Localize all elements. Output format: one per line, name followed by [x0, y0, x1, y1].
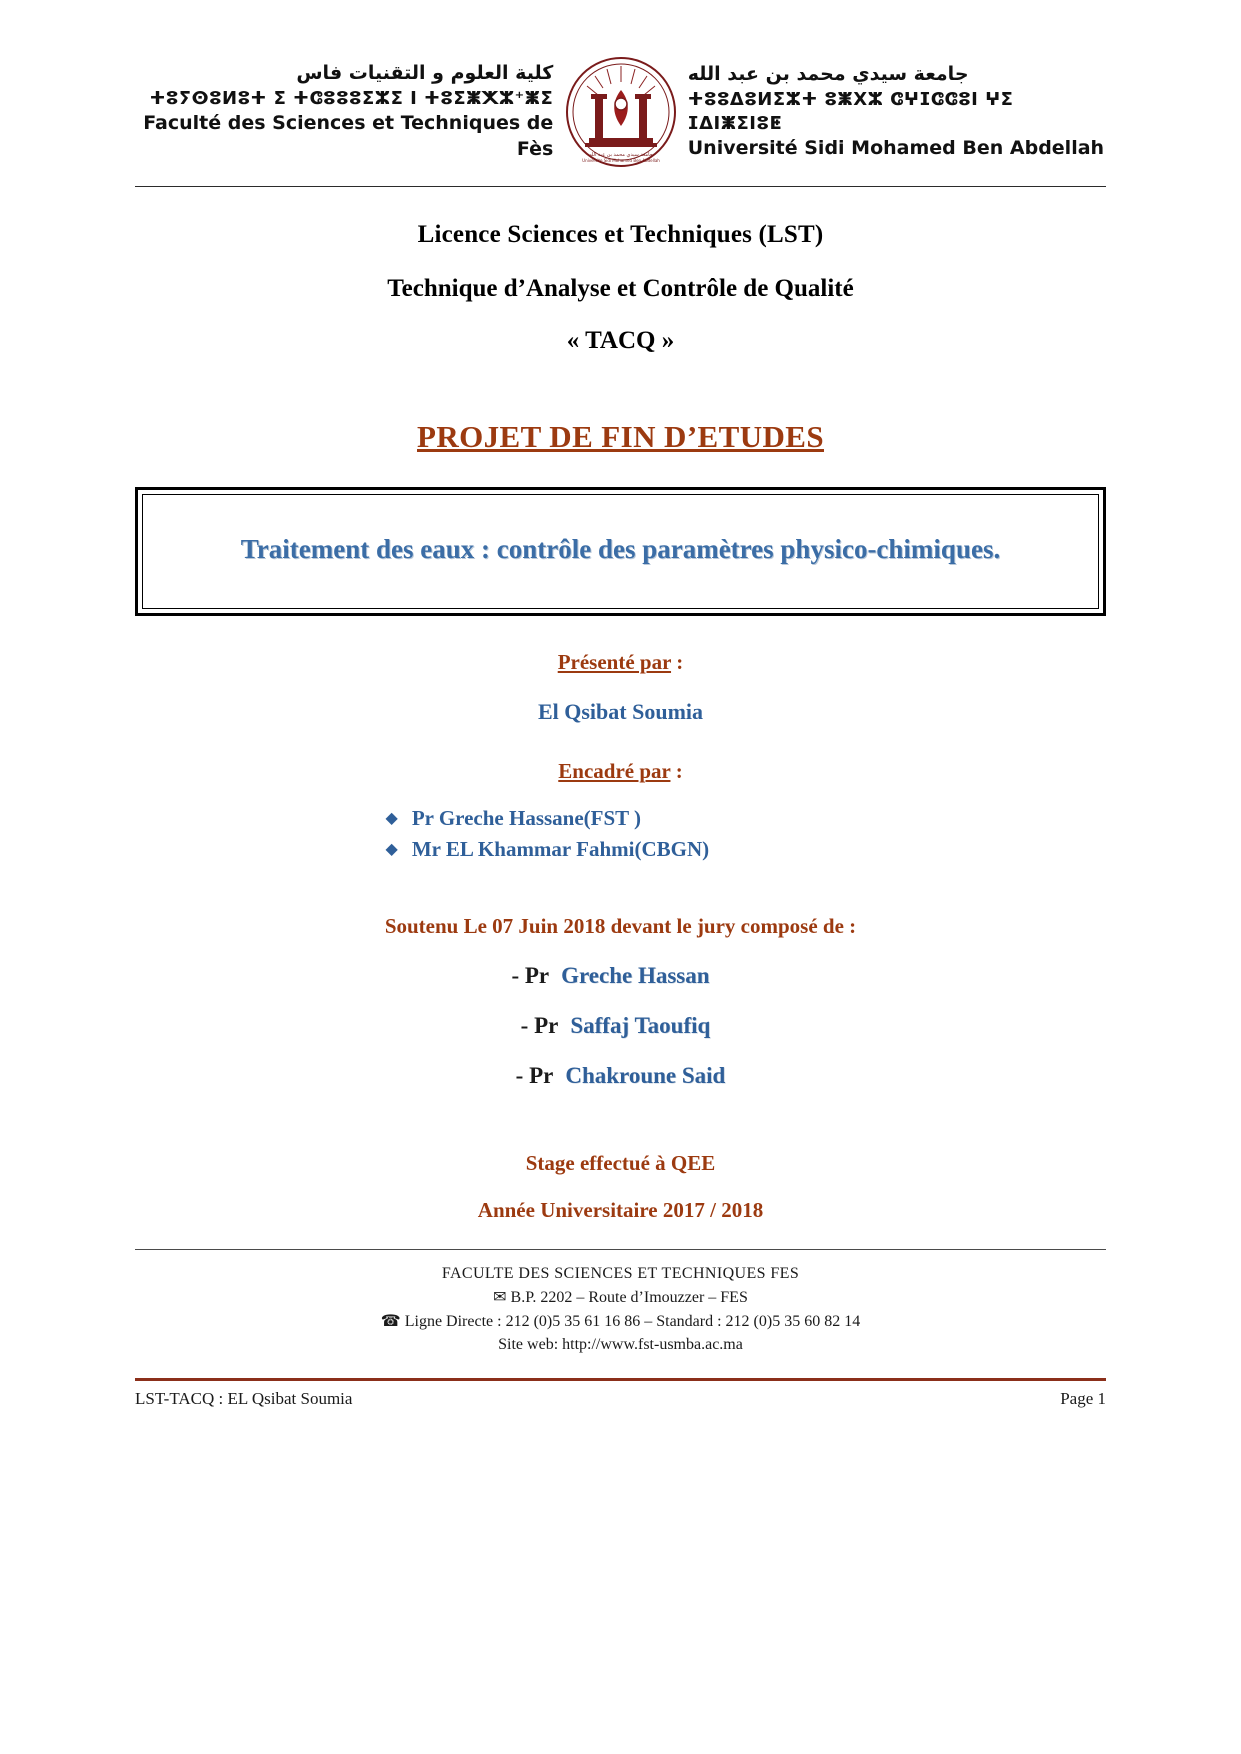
svg-text:جامعة سيدي محمد بن عبد الله: جامعة سيدي محمد بن عبد الله — [588, 152, 653, 158]
supervisor-name: Pr Greche Hassane(FST ) — [411, 805, 642, 830]
footer-address-line — [135, 1285, 1106, 1309]
footer-address-block — [135, 1262, 1106, 1357]
svg-text:Universite Sidi Mohamed Ben Ab: Universite Sidi Mohamed Ben Abdellah — [581, 158, 660, 163]
footer-institution: FACULTE DES SCIENCES ET TECHNIQUES FES — [441, 1264, 800, 1282]
university-name-arabic: جامعة سيدي محمد بن عبد الله — [687, 63, 969, 86]
program-short-title: « TACQ » — [566, 327, 675, 354]
footer-phone-line — [135, 1309, 1106, 1333]
supervised-by-label — [135, 759, 1106, 784]
header-left-faculty — [135, 61, 553, 162]
document-header — [135, 0, 1106, 172]
degree-title: Licence Sciences et Techniques (LST) — [417, 221, 824, 248]
subject-frame-outer — [135, 487, 1106, 616]
footer-divider — [135, 1249, 1106, 1250]
header-right-university — [688, 62, 1106, 162]
footer-phone-text: Ligne Directe : 212 (0)5 35 61 16 86 – Standard : 212 (0)5 35 60 82 14 — [404, 1312, 861, 1330]
page-footer — [135, 1389, 1106, 1409]
subject-frame-inner — [142, 494, 1099, 609]
defense-line: Soutenu Le 07 Juin 2018 devant le jury composé de : — [384, 913, 857, 938]
footer-website: Site web: http://www.fst-usmba.ac.ma — [498, 1336, 743, 1354]
author-name: El Qsibat Soumia — [537, 698, 704, 724]
page-footer-rule — [135, 1378, 1106, 1381]
presented-by-colon: : — [671, 649, 684, 674]
jury-member-prefix: - Pr — [515, 1062, 554, 1088]
jury-member — [135, 1013, 1106, 1039]
faculty-name-arabic: كلية العلوم و التقنيات فاس — [296, 62, 554, 85]
page-number: Page 1 — [1060, 1389, 1106, 1409]
academic-year: Année Universitaire 2017 / 2018 — [477, 1197, 764, 1222]
footer-address-text: B.P. 2202 – Route d’Imouzzer – FES — [510, 1288, 748, 1306]
supervised-by-colon: : — [670, 758, 683, 783]
program-title: Technique d’Analyse et Contrôle de Qualité — [387, 275, 854, 302]
logo-container — [553, 56, 687, 168]
jury-member — [135, 963, 1106, 989]
supervisors-list — [386, 806, 856, 862]
jury-member-prefix: - Pr — [511, 962, 550, 988]
internship-place: Stage effectué à QEE — [525, 1150, 716, 1175]
diamond-bullet-icon: ◆ — [385, 838, 398, 858]
supervisor-name: Mr EL Khammar Fahmi(CBGN) — [411, 836, 710, 861]
project-subject: Traitement des eaux : contrôle des paramètres physico-chimiques. — [240, 534, 1001, 564]
university-name-tifinagh: ⵜⵓⵓⵠⵓⵍⵉⵣⵜ ⵓⵥⵝⵣ ⵛⵖⵊⵛⵛⵓⵏ ⵖⵉ ⵊⵠⵏⵥⵉⵏⵓⵟ — [687, 88, 1014, 134]
jury-member — [135, 1063, 1106, 1089]
presented-by-label — [135, 650, 1106, 675]
diamond-bullet-icon: ◆ — [385, 807, 398, 827]
phone-icon: ☎ — [380, 1310, 401, 1330]
mail-icon: ✉ — [493, 1286, 507, 1306]
jury-member-name: Greche Hassan — [561, 962, 710, 988]
project-label: PROJET DE FIN D’ETUDES — [417, 419, 824, 454]
footer-left-text: LST-TACQ : EL Qsibat Soumia — [135, 1389, 353, 1409]
list-item — [386, 806, 856, 831]
jury-member-name: Chakroune Said — [565, 1062, 726, 1088]
jury-member-name: Saffaj Taoufiq — [570, 1012, 711, 1038]
presented-by-label-text: Présenté par — [557, 649, 672, 674]
list-item — [386, 837, 856, 862]
header-divider — [135, 186, 1106, 187]
faculty-name-tifinagh: ⵜⵓⵢⵙⵓⵍⵓⵜ ⵉ ⵜⵛⵓⵓⵓⵉⵣⵉ ⵏ ⵜⵓⵉⵥⵅⵣ⁺ⵥⵉ — [149, 88, 554, 110]
university-name-french: Université Sidi Mohamed Ben Abdellah — [687, 137, 1105, 160]
supervised-by-label-text: Encadré par — [558, 758, 671, 783]
university-seal-logo — [565, 56, 677, 168]
jury-member-prefix: - Pr — [520, 1012, 559, 1038]
faculty-name-french: Faculté des Sciences et Techniques de Fès — [143, 112, 554, 160]
